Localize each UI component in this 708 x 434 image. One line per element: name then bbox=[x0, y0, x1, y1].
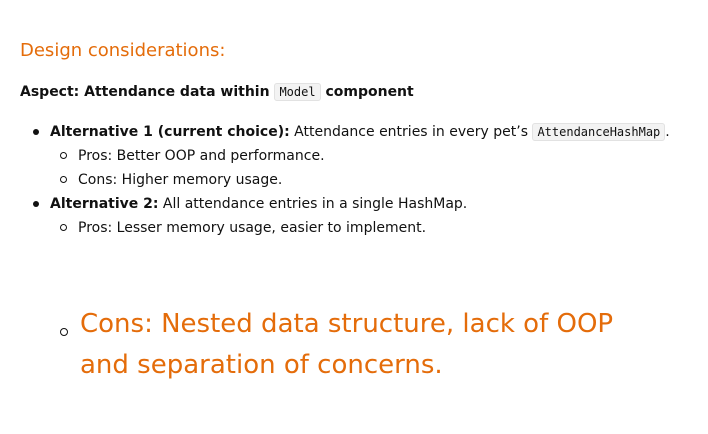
alternative-1-text: Attendance entries in every pet’s bbox=[294, 124, 528, 140]
alternative-1 bbox=[30, 120, 670, 192]
aspect-suffix: component bbox=[325, 84, 414, 100]
enlarged-cons-item bbox=[60, 304, 660, 386]
section-heading: Design considerations: bbox=[20, 40, 226, 61]
aspect-heading bbox=[20, 84, 414, 100]
alternative-2-line bbox=[30, 192, 670, 216]
alternative-1-trailing: . bbox=[665, 124, 670, 140]
alternative-2-sublist bbox=[30, 216, 670, 240]
alternative-2-pros: Pros: Lesser memory usage, easier to implement. bbox=[30, 216, 670, 240]
alternative-1-label: Alternative 1 (current choice): bbox=[50, 124, 290, 140]
enlarged-cons-text: Cons: Nested data structure, lack of OOP and separation of concerns. bbox=[80, 309, 614, 380]
alternative-1-sublist bbox=[30, 144, 670, 192]
alternative-2 bbox=[30, 192, 670, 240]
aspect-prefix: Aspect: Attendance data within bbox=[20, 84, 270, 100]
alternative-1-pros: Pros: Better OOP and performance. bbox=[30, 144, 670, 168]
alternative-2-label: Alternative 2: bbox=[50, 196, 159, 212]
alternatives-list bbox=[30, 120, 670, 240]
aspect-code: Model bbox=[274, 83, 320, 101]
hollow-bullet-icon bbox=[60, 328, 68, 336]
alternative-2-text: All attendance entries in a single HashMap. bbox=[162, 196, 468, 212]
alternative-1-line bbox=[30, 120, 670, 144]
alternative-1-code: AttendanceHashMap bbox=[532, 123, 665, 141]
alternative-1-cons: Cons: Higher memory usage. bbox=[30, 168, 670, 192]
